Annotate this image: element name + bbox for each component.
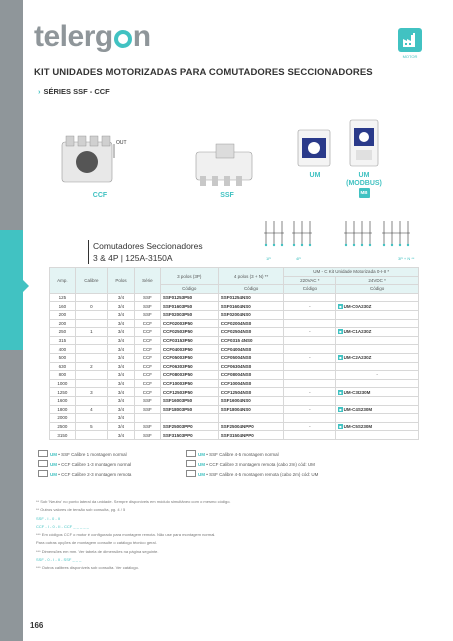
table-cell-c220 [284,371,336,380]
table-cell-cal [75,336,107,345]
table-cell-c3: SSF18003P50 [160,405,218,414]
table-cell-c24 [336,362,419,371]
table-cell-c4: CCF10004NS0 [218,379,284,388]
um-icon: ■ [339,329,342,335]
table-cell-c24 [336,319,419,328]
legend-item: UM • CCF Calibre 2-3 montagem remota [38,470,131,477]
mount-icon [186,450,196,457]
legend-item: UM • CCF Calibre 3 montagem remota (cabo 2m) cód: UM [186,460,315,467]
badge-caption: MOTOR [402,54,418,59]
table-cell-pol: 3/4 [107,293,134,302]
table-cell-amp: 400 [50,345,76,354]
table-cell-c220 [284,414,336,423]
table-cell-ser: SSF [135,405,161,414]
col-codigo: Código [218,285,284,294]
table-row [50,388,419,397]
col-serie: Série [135,268,161,294]
table-cell-c4: CCF0315 4NS0 [218,336,284,345]
um-image [296,128,332,168]
col-codigo: Código [284,285,336,294]
table-cell-c220 [284,379,336,388]
table-row [50,353,419,362]
side-bar [0,0,23,641]
mount-icon [38,470,48,477]
table-cell-c4: SSF01604NS0 [218,302,284,311]
um-label: UM [309,172,321,179]
table-cell-c4: CCF08004NS0 [218,371,284,380]
table-cell-pol: 3/4 [107,396,134,405]
um-icon: ■ [339,355,342,361]
table-row [50,431,419,440]
table-cell-amp: 315 [50,336,76,345]
table-cell-ser: CCF [135,328,161,337]
table-cell-c4: SSF01254NS0 [218,293,284,302]
table-cell-pol: 3/4 [107,336,134,345]
table-cell-c24 [336,431,419,440]
legend-item: UM • SSF Calibre 4-5 montagem normal [186,450,279,457]
col-codigo: Código [336,285,419,294]
table-cell-c4: SSF02004NS0 [218,310,284,319]
footnote: SSF - I - 0 - II [36,515,61,521]
table-cell-pol: 3/4 [107,328,134,337]
table-cell-ser: SSF [135,431,161,440]
table-cell-ser: CCF [135,371,161,380]
table-cell-ser: CCF [135,319,161,328]
um-code: UM-C0A230Z [343,303,372,309]
footnote: ** Outros valores de tensão sob consulta, pg. 4 / 5 [36,507,126,513]
mount-icon [38,450,48,457]
um-icon: ■ [339,389,342,395]
table-cell-pol: 3/4 [107,431,134,440]
table-cell-c24 [336,414,419,423]
table-cell-c220 [284,293,336,302]
table-cell-c24 [336,293,419,302]
mount-icon [186,470,196,477]
table-cell-pol: 3/4 [107,371,134,380]
table-cell-ser [135,414,161,423]
table-cell-cal [75,371,107,380]
table-cell-cal: 5 [75,422,107,431]
table-cell-ser: CCF [135,379,161,388]
table-cell-amp: 200 [50,319,76,328]
table-cell-c3: CCF08003P50 [160,371,218,380]
table-cell-c3: CCF05003P50 [160,353,218,362]
table-row [50,319,419,328]
table-cell-c24 [336,396,419,405]
wiring-label-4p: 4P [296,256,301,261]
table-cell-c4: CCF05004NS0 [218,353,284,362]
arrow-icon: › [38,87,41,96]
table-cell-c3: CCF02003P50 [160,319,218,328]
table-row [50,396,419,405]
side-bar-pointer [23,280,29,292]
table-cell-c4: CCF02004NS0 [218,319,284,328]
table-cell-cal: 4 [75,405,107,414]
table-cell-pol: 3/4 [107,345,134,354]
table-cell-ser: CCF [135,345,161,354]
ccf-label: CCF [92,192,108,199]
table-cell-c220: - [284,422,336,431]
table-cell-amp: 1600 [50,396,76,405]
table-cell-c4: SSF25004NPP0 [218,422,284,431]
table-row [50,310,419,319]
um-icon: ■ [339,303,342,309]
table-cell-cal: 2 [75,362,107,371]
footnote: Para outras opções de montagem consulte o catálogo técnico geral. [36,540,157,546]
table-cell-amp: 125 [50,293,76,302]
table-cell-pol: 3/4 [107,388,134,397]
table-cell-c3: CCF03153P50 [160,336,218,345]
table-cell-c3: SSF16003P50 [160,396,218,405]
col-220: 220VAC * [284,276,336,285]
table-cell-c24 [336,405,419,414]
um-modbus-image [346,118,382,168]
table-cell-c24 [336,422,419,431]
table-cell-c24 [336,379,419,388]
col-um: UM - C Kit Unidade Motorizada 0-I-II * [284,268,419,277]
factory-icon [401,31,419,49]
col-calibre: Calibre [75,268,107,294]
table-cell-amp: 1000 [50,379,76,388]
table-cell-c220 [284,362,336,371]
table-cell-c4: SSF31504NPP0 [218,431,284,440]
table-cell-c24 [336,336,419,345]
footnotes [36,498,426,573]
table-cell-c3: CCF06303P50 [160,362,218,371]
table-cell-cal [75,293,107,302]
table-cell-c4: SSF16004NS0 [218,396,284,405]
table-cell-cal [75,310,107,319]
table-row [50,302,419,311]
mount-icon [186,460,196,467]
table-row [50,362,419,371]
table-cell-ser: SSF [135,293,161,302]
table-row [50,371,419,380]
ssf-image [190,140,260,188]
mount-icon [38,460,48,467]
um-code: UM-C5S230M [343,423,373,429]
table-cell-c3: CCF02503P50 [160,328,218,337]
side-bar-accent [0,230,23,350]
table-row [50,345,419,354]
table-cell-c24 [336,388,419,397]
table-cell-c220 [284,319,336,328]
table-cell-amp: 2000 [50,414,76,423]
table-cell-amp: 1250 [50,388,76,397]
wiring-diagram-right [340,215,416,255]
um-code: UM-C4S230M [343,406,373,412]
table-cell-c3: SSF01603P50 [160,302,218,311]
table-cell-amp: 200 [50,310,76,319]
table-cell-cal [75,319,107,328]
table-cell-amp: 1800 [50,405,76,414]
col-4p: 4 polos (3 + N) ** [218,268,284,285]
brand-logo: telerg n [34,20,151,53]
footnote: *** Em códigos CCF o motor é configurado para montagem remota. Não use para montagem normal. [36,532,216,538]
table-cell-c24 [336,328,419,337]
footnote: *** Outros calibres disponíveis sob consulta. Ver catálogo. [36,565,139,571]
table-cell-ser: CCF [135,336,161,345]
table-cell-cal: 0 [75,302,107,311]
table-cell-c3: SSF25003PP0 [160,422,218,431]
factory-badge [398,28,422,52]
spec-table [49,267,419,440]
table-row [50,405,419,414]
table-cell-c4: CCF12504NS0 [218,388,284,397]
ssf-label: SSF [220,192,234,199]
um-icon: ■ [339,423,342,429]
footnote: ** Sob 'Neutro' no ponto lateral da unidade. Sempre disponíveis em módulo simultâneo com o mesmo código. [36,499,231,504]
table-cell-cal [75,379,107,388]
footnote: SSF - 0 - I - II - SSF _ _ _ [36,557,82,563]
page-number: 166 [30,621,44,630]
table-cell-c3: CCF04003P50 [160,345,218,354]
col-polos: Polos [107,268,134,294]
table-cell-cal [75,353,107,362]
table-cell-c3: SSF01253P50 [160,293,218,302]
col-codigo: Código [160,285,218,294]
table-cell-c220 [284,336,336,345]
ccf-out-label: OUT [116,140,127,146]
table-cell-pol: 3/4 [107,302,134,311]
table-cell-ser: SSF [135,310,161,319]
table-cell-amp: 500 [50,353,76,362]
table-row [50,293,419,302]
table-cell-ser: CCF [135,353,161,362]
table-cell-ser: CCF [135,362,161,371]
table-cell-c3: SSF02003P50 [160,310,218,319]
col-24: 24VDC * [336,276,419,285]
table-cell-ser: SSF [135,302,161,311]
table-cell-c24 [336,310,419,319]
modbus-badge: MB [359,188,370,198]
um-code: UM-C1A230Z [343,329,372,335]
table-cell-pol: 3/4 [107,422,134,431]
table-cell-ser: SSF [135,422,161,431]
footnote: CCF - I - 0 - II - CCF _ _ _ _ _ [36,523,89,529]
page-title: KIT UNIDADES MOTORIZADAS PARA COMUTADORES SECCIONADORES [34,67,373,78]
table-cell-c4 [218,414,284,423]
section-heading: Comutadores Seccionadores 3 & 4P | 125A-3150A [88,240,203,264]
table-cell-amp: 250 [50,328,76,337]
footnote: *** Dimensões em mm. Ver tabela de dimensões na página seguinte. [36,548,159,554]
table-cell-ser: SSF [135,396,161,405]
table-cell-pol: 3/4 [107,319,134,328]
wiring-label-1p: 1P [266,256,271,261]
table-cell-pol: 3/4 [107,379,134,388]
table-cell-c4: CCF02504NS0 [218,328,284,337]
table-cell-c3: SSF31503PP0 [160,431,218,440]
table-cell-ser: CCF [135,388,161,397]
table-cell-cal: 3 [75,388,107,397]
table-cell-pol: 3/4 [107,310,134,319]
table-cell-cal [75,345,107,354]
um-code: UM-C3I230M [343,389,371,395]
wiring-label-3pn: 3P + N ** [398,256,415,261]
logo-o-icon [114,30,132,48]
table-cell-cal: 1 [75,328,107,337]
table-cell-c220: - [284,388,336,397]
table-cell-c24 [336,302,419,311]
col-3p: 3 polos (3P) [160,268,218,285]
table-cell-c220 [284,396,336,405]
table-cell-c24 [336,345,419,354]
table-row [50,336,419,345]
table-cell-pol: 3/4 [107,414,134,423]
series-heading: › SÉRIES SSF - CCF [38,87,110,96]
um-code: UM-C2A230Z [343,355,372,361]
table-cell-c220: - [284,328,336,337]
legend-item: UM • CCF Calibre 1-3 montagem normal [38,460,131,467]
table-cell-amp: 3150 [50,431,76,440]
table-cell-c3 [160,414,218,423]
table-cell-c4: SSF18004NS0 [218,405,284,414]
table-cell-c3: CCF12503P50 [160,388,218,397]
col-amp: Amp. [50,268,76,294]
table-cell-c220: - [284,302,336,311]
table-row [50,414,419,423]
legend-item: UM • SSF Calibre 4-5 montagem remota (cabo 2m) cód: UM [186,470,318,477]
table-cell-cal [75,396,107,405]
table-cell-c220: - [284,405,336,414]
table-cell-c220 [284,310,336,319]
table-cell-cal [75,414,107,423]
table-cell-c220 [284,345,336,354]
table-row [50,328,419,337]
table-cell-c3: CCF10003P50 [160,379,218,388]
table-cell-cal [75,431,107,440]
table-cell-c220 [284,431,336,440]
table-cell-pol: 3/4 [107,362,134,371]
table-cell-c24 [336,353,419,362]
table-row [50,422,419,431]
table-cell-pol: 3/4 [107,353,134,362]
table-cell-c4: CCF04004NS0 [218,345,284,354]
legend-item: UM • SSF Calibre 1 montagem normal [38,450,127,457]
um-icon: ■ [339,406,342,412]
table-cell-amp: 800 [50,371,76,380]
table-row [50,379,419,388]
table-cell-amp: 160 [50,302,76,311]
table-cell-amp: 630 [50,362,76,371]
table-cell-c24: - [336,371,419,380]
table-cell-pol: 3/4 [107,405,134,414]
um-modbus-label: UM (MODBUS) MB [342,172,386,198]
table-cell-c4: CCF06304NS0 [218,362,284,371]
table-cell-c220: - [284,353,336,362]
table-cell-amp: 2500 [50,422,76,431]
wiring-diagram-left [258,215,318,255]
